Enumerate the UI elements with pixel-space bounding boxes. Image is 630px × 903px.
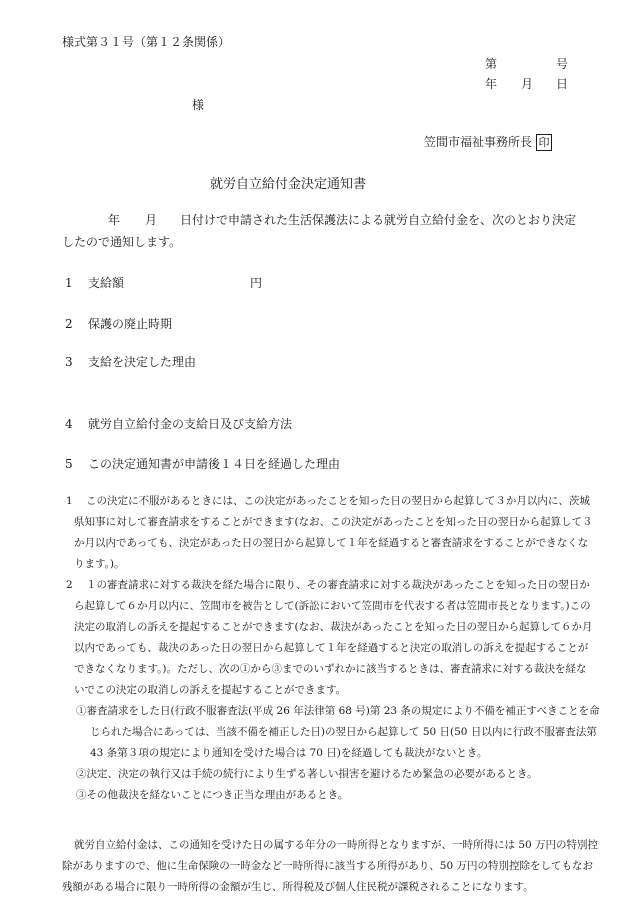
item-number: 1 (65, 276, 73, 290)
intro-month: 月 (145, 213, 158, 227)
sender-line (424, 134, 552, 151)
note-line: 以内であっても、裁決のあった日の翌日から起算して１年を経過すると決定の取消しの訴えを提起することが (74, 642, 589, 654)
condition-line: 43 条第３項の規定により通知を受けた場合は 70 日)を経過しても裁決がないとき。 (90, 747, 488, 759)
condition-line: ③その他裁決を経ないことにつき正当な理由があるとき。 (76, 789, 349, 801)
note-number: 2 (66, 579, 73, 591)
condition-line: ②決定、決定の執行又は手続の続行により生ずる著しい損害を避けるため緊急の必要があるとき。 (76, 768, 538, 780)
item-label-amount: 支給額 (88, 276, 125, 290)
item-label-reason: 支給を決定した理由 (88, 355, 197, 369)
item-label-delay: この決定通知書が申請後１４日を経過した理由 (88, 457, 341, 471)
date-year: 年 (485, 77, 498, 91)
condition-line: じられた場合にあっては、当該不備を補正した日)の翌日から起算して 50 日(50 日以内に行政不服審査法第 (90, 726, 597, 738)
doc-number-prefix: 第 (485, 57, 498, 71)
note-line: か月以内であっても、決定があった日の翌日から起算して１年を経過すると審査請求をすることができなくな (74, 537, 589, 549)
item-number: 2 (65, 317, 73, 331)
doc-number-suffix: 号 (556, 57, 569, 71)
note-line: この決定に不服があるときには、この決定があったことを知った日の翌日から起算して３か月以内に、茨城 (86, 495, 590, 507)
form-number: 様式第３１号（第１２条関係） (62, 35, 231, 49)
item-number: 3 (65, 355, 73, 369)
item-unit-yen: 円 (250, 276, 263, 290)
date-month: 月 (521, 77, 534, 91)
note-number: 1 (66, 495, 73, 507)
seal-mark: 印 (536, 134, 552, 151)
item-number: 4 (65, 417, 73, 431)
note-line: １の審査請求に対する裁決を経た場合に限り、その審査請求に対する裁決があったことを知った日の翌日か (86, 579, 590, 591)
intro-line1: 日付けで申請された生活保護法による就労自立給付金を、次のとおり決定 (180, 213, 577, 227)
note-line: いでこの決定の取消しの訴えを提起することができます。 (74, 684, 347, 696)
footer-line: 就労自立給付金は、この通知を受けた日の属する年分の一時所得となりますが、一時所得には 50 万円の特別控 (74, 839, 599, 851)
item-label-payment: 就労自立給付金の支給日及び支給方法 (88, 417, 293, 431)
addressee-suffix: 様 (192, 98, 205, 112)
date-day: 日 (556, 77, 569, 91)
condition-line: ①審査請求をした日(行政不服審査法(平成 26 年法律第 68 号)第 23 条の規定により不備を補正すべきことを命 (76, 705, 600, 717)
note-line: 県知事に対して審査請求をすることができます(なお、この決定があったことを知った日の翌日から起算して３ (74, 516, 593, 528)
intro-year: 年 (108, 213, 121, 227)
intro-line2: したので通知します。 (62, 235, 182, 249)
item-label-abolition: 保護の廃止時期 (88, 317, 173, 331)
document-title: 就労自立給付金決定通知書 (210, 177, 367, 192)
footer-line: 残額がある場合に限り一時所得の金額が生じ、所得税及び個人住民税が課税されることになります。 (62, 881, 534, 893)
footer-line: 除がありますので、他に生命保険の一時金など一時所得に該当する所得があり、50 万円の特別控除をしてもなお (62, 860, 593, 872)
note-line: ります。)。 (74, 558, 125, 570)
note-line: ら起算して６か月以内に、笠間市を被告として(訴訟において笠間市を代表する者は笠間市長となります。)この (74, 600, 591, 612)
note-line: 決定の取消しの訴えを提起することができます(なお、裁決があったことを知った日の翌日から起算して６か月 (74, 621, 593, 633)
item-number: 5 (65, 457, 73, 471)
sender-name: 笠間市福祉事務所長 (424, 135, 533, 149)
note-line: できなくなります。)。ただし、次の①から③までのいずれかに該当するときは、審査請求に対する裁決を経な (74, 663, 587, 675)
